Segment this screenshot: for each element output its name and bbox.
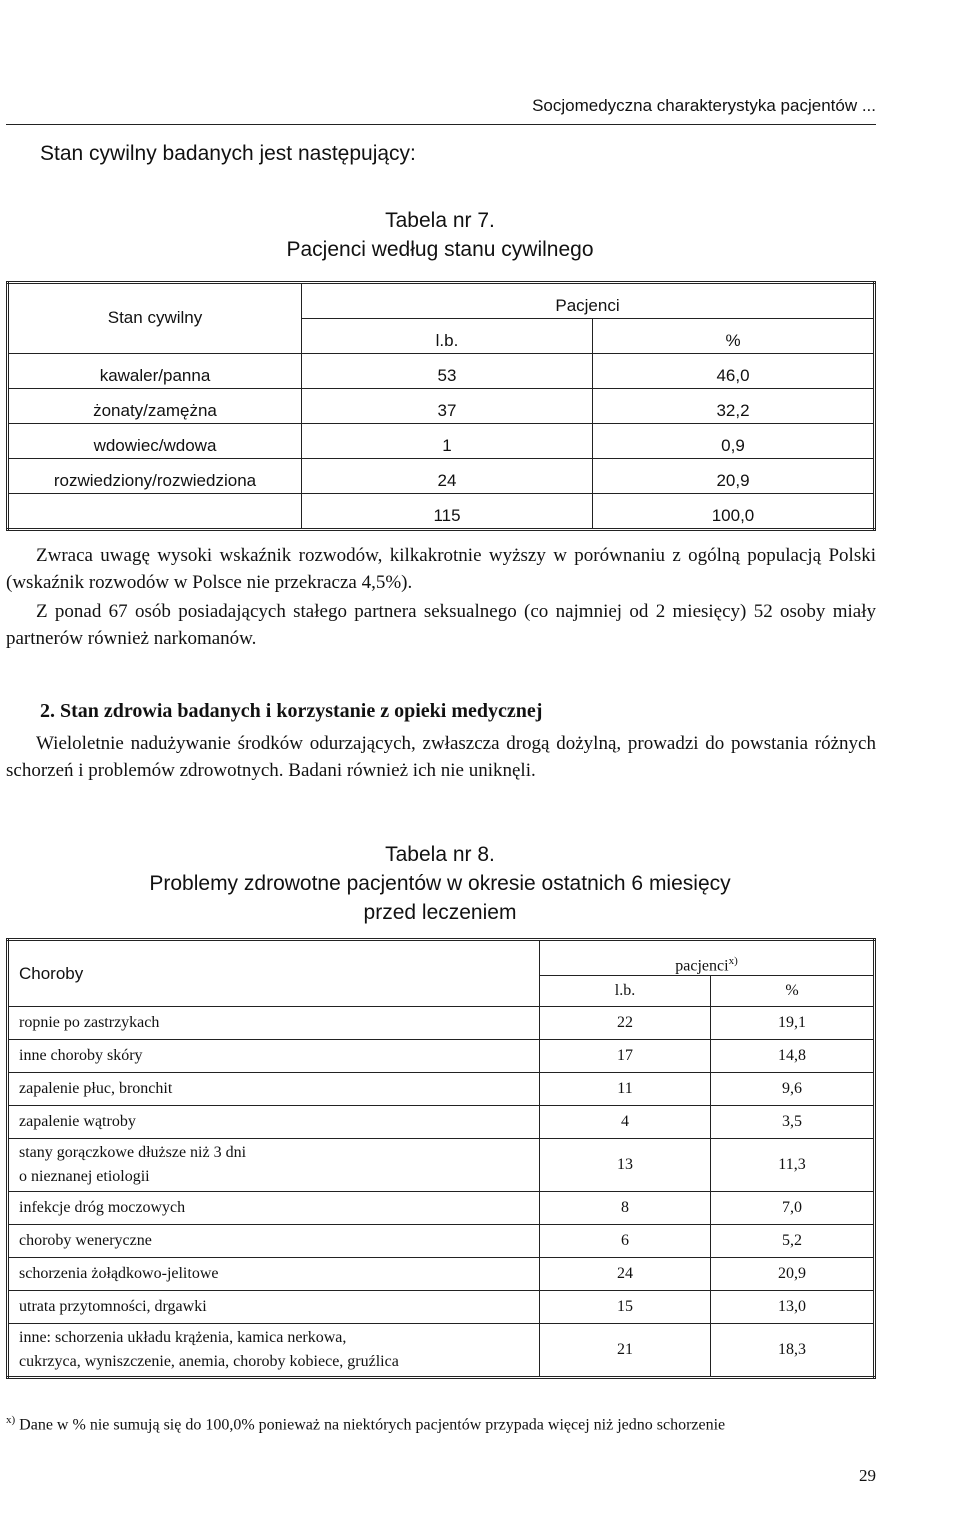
row-label-line-2: o nieznanej etiologii [19, 1168, 150, 1185]
header-marital-status: Stan cywilny [8, 283, 302, 354]
row-label: inne choroby skóry [8, 1040, 540, 1073]
footnote [6, 1408, 886, 1437]
header-percent: % [725, 331, 741, 350]
table7-caption-number: Tabela nr 7. [385, 209, 495, 232]
row-count: 53 [302, 354, 593, 389]
header-percent: % [785, 982, 799, 999]
header-patients: Pacjenci [302, 283, 875, 319]
row-count: 17 [540, 1040, 711, 1073]
row-count: 4 [540, 1106, 711, 1139]
row-percent: 0,9 [593, 424, 875, 459]
footnote-text: Dane w % nie sumują się do 100,0% ponieważ na niektórych pacjentów przypada więcej niż jedno schorzenie [19, 1416, 726, 1434]
row-percent: 46,0 [593, 354, 875, 389]
table-row [8, 1225, 875, 1258]
row-percent: 19,1 [711, 1007, 875, 1040]
row-label-line-1: inne: schorzenia układu krążenia, kamica nerkowa, [19, 1329, 347, 1346]
paragraph-3: Wieloletnie nadużywanie środków odurzających, zwłaszcza drogą dożylną, prowadzi do powstania różnych schorzeń i problemów zdrowotnych. Badani również ich nie uniknęli. [6, 733, 876, 781]
paragraph-health [6, 730, 876, 784]
header-rule [6, 124, 876, 125]
running-head: Socjomedyczna charakterystyka pacjentów ... [532, 96, 876, 115]
table-health-problems [6, 938, 876, 1379]
paragraph-2: Z ponad 67 osób posiadających stałego partnera seksualnego (co najmniej od 2 miesięcy) 52 osoby miały partnerów również narkomanów. [6, 601, 876, 649]
row-percent: 14,8 [711, 1040, 875, 1073]
row-label: zapalenie płuc, bronchit [8, 1073, 540, 1106]
table-row [8, 1258, 875, 1291]
row-label: żonaty/zamężna [8, 389, 302, 424]
paragraph-divorce-rate [6, 542, 876, 652]
paragraph-1: Zwraca uwagę wysoki wskaźnik rozwodów, kilkakrotnie wyższy w porównaniu z ogólną populacją Polski (wskaźnik rozwodów w Polsce nie przekracza 4,5%). [6, 545, 876, 593]
total-percent: 100,0 [593, 494, 875, 530]
section-heading: 2. Stan zdrowia badanych i korzystanie z opieki medycznej [40, 700, 543, 722]
table-total-row [8, 494, 875, 530]
footnote-mark: x) [6, 1414, 16, 1426]
row-label [8, 1324, 540, 1378]
table-row [8, 1106, 875, 1139]
row-percent: 5,2 [711, 1225, 875, 1258]
row-count: 15 [540, 1291, 711, 1324]
header-patients [540, 940, 875, 976]
row-percent: 7,0 [711, 1192, 875, 1225]
header-count: l.b. [302, 319, 593, 354]
table8-caption-number: Tabela nr 8. [385, 843, 495, 866]
table-marital-status [6, 281, 876, 531]
row-count: 24 [540, 1258, 711, 1291]
header-patients-label: pacjenci [675, 957, 729, 974]
row-count: 22 [540, 1007, 711, 1040]
table-header-row [8, 940, 875, 976]
table-row [8, 1192, 875, 1225]
row-percent: 11,3 [711, 1139, 875, 1192]
row-percent: 20,9 [711, 1258, 875, 1291]
header-count: l.b. [540, 976, 711, 1007]
intro-text: Stan cywilny badanych jest następujący: [40, 142, 416, 165]
row-count: 6 [540, 1225, 711, 1258]
row-percent: 9,6 [711, 1073, 875, 1106]
row-percent: 32,2 [593, 389, 875, 424]
row-label: zapalenie wątroby [8, 1106, 540, 1139]
table-row [8, 1291, 875, 1324]
row-label: utrata przytomności, drgawki [8, 1291, 540, 1324]
table-row [8, 459, 875, 494]
table-header-row [8, 283, 875, 319]
row-label: ropnie po zastrzykach [8, 1007, 540, 1040]
row-count: 21 [540, 1324, 711, 1378]
row-label: choroby weneryczne [8, 1225, 540, 1258]
row-count: 37 [302, 389, 593, 424]
table8-caption [0, 840, 880, 927]
table-row [8, 354, 875, 389]
row-label: wdowiec/wdowa [8, 424, 302, 459]
table8-caption-title-2: przed leczeniem [363, 901, 517, 924]
row-label [8, 1139, 540, 1192]
row-percent: 13,0 [711, 1291, 875, 1324]
header-diseases: Choroby [8, 940, 540, 1007]
row-label: rozwiedziony/rozwiedziona [8, 459, 302, 494]
total-label [8, 494, 302, 530]
table-row [8, 424, 875, 459]
table7-caption-title: Pacjenci według stanu cywilnego [286, 238, 594, 261]
table-row [8, 1007, 875, 1040]
header-patients-sup: x) [728, 954, 738, 967]
table-row [8, 1324, 875, 1378]
row-count: 8 [540, 1192, 711, 1225]
row-count: 1 [302, 424, 593, 459]
row-label: infekcje dróg moczowych [8, 1192, 540, 1225]
table-row [8, 1073, 875, 1106]
table-row [8, 1139, 875, 1192]
total-count: 115 [302, 494, 593, 530]
row-label-line-1: stany gorączkowe dłuższe niż 3 dni [19, 1144, 247, 1161]
page-number: 29 [859, 1466, 876, 1485]
table7-caption [0, 206, 880, 264]
row-count: 11 [540, 1073, 711, 1106]
row-label: schorzenia żołądkowo-jelitowe [8, 1258, 540, 1291]
row-count: 13 [540, 1139, 711, 1192]
table-row [8, 389, 875, 424]
row-percent: 20,9 [593, 459, 875, 494]
table8-caption-title-1: Problemy zdrowotne pacjentów w okresie ostatnich 6 miesięcy [149, 872, 731, 895]
row-percent: 3,5 [711, 1106, 875, 1139]
row-label: kawaler/panna [8, 354, 302, 389]
table-row [8, 1040, 875, 1073]
row-label-line-2: cukrzyca, wyniszczenie, anemia, choroby kobiece, gruźlica [19, 1353, 399, 1370]
row-percent: 18,3 [711, 1324, 875, 1378]
row-count: 24 [302, 459, 593, 494]
